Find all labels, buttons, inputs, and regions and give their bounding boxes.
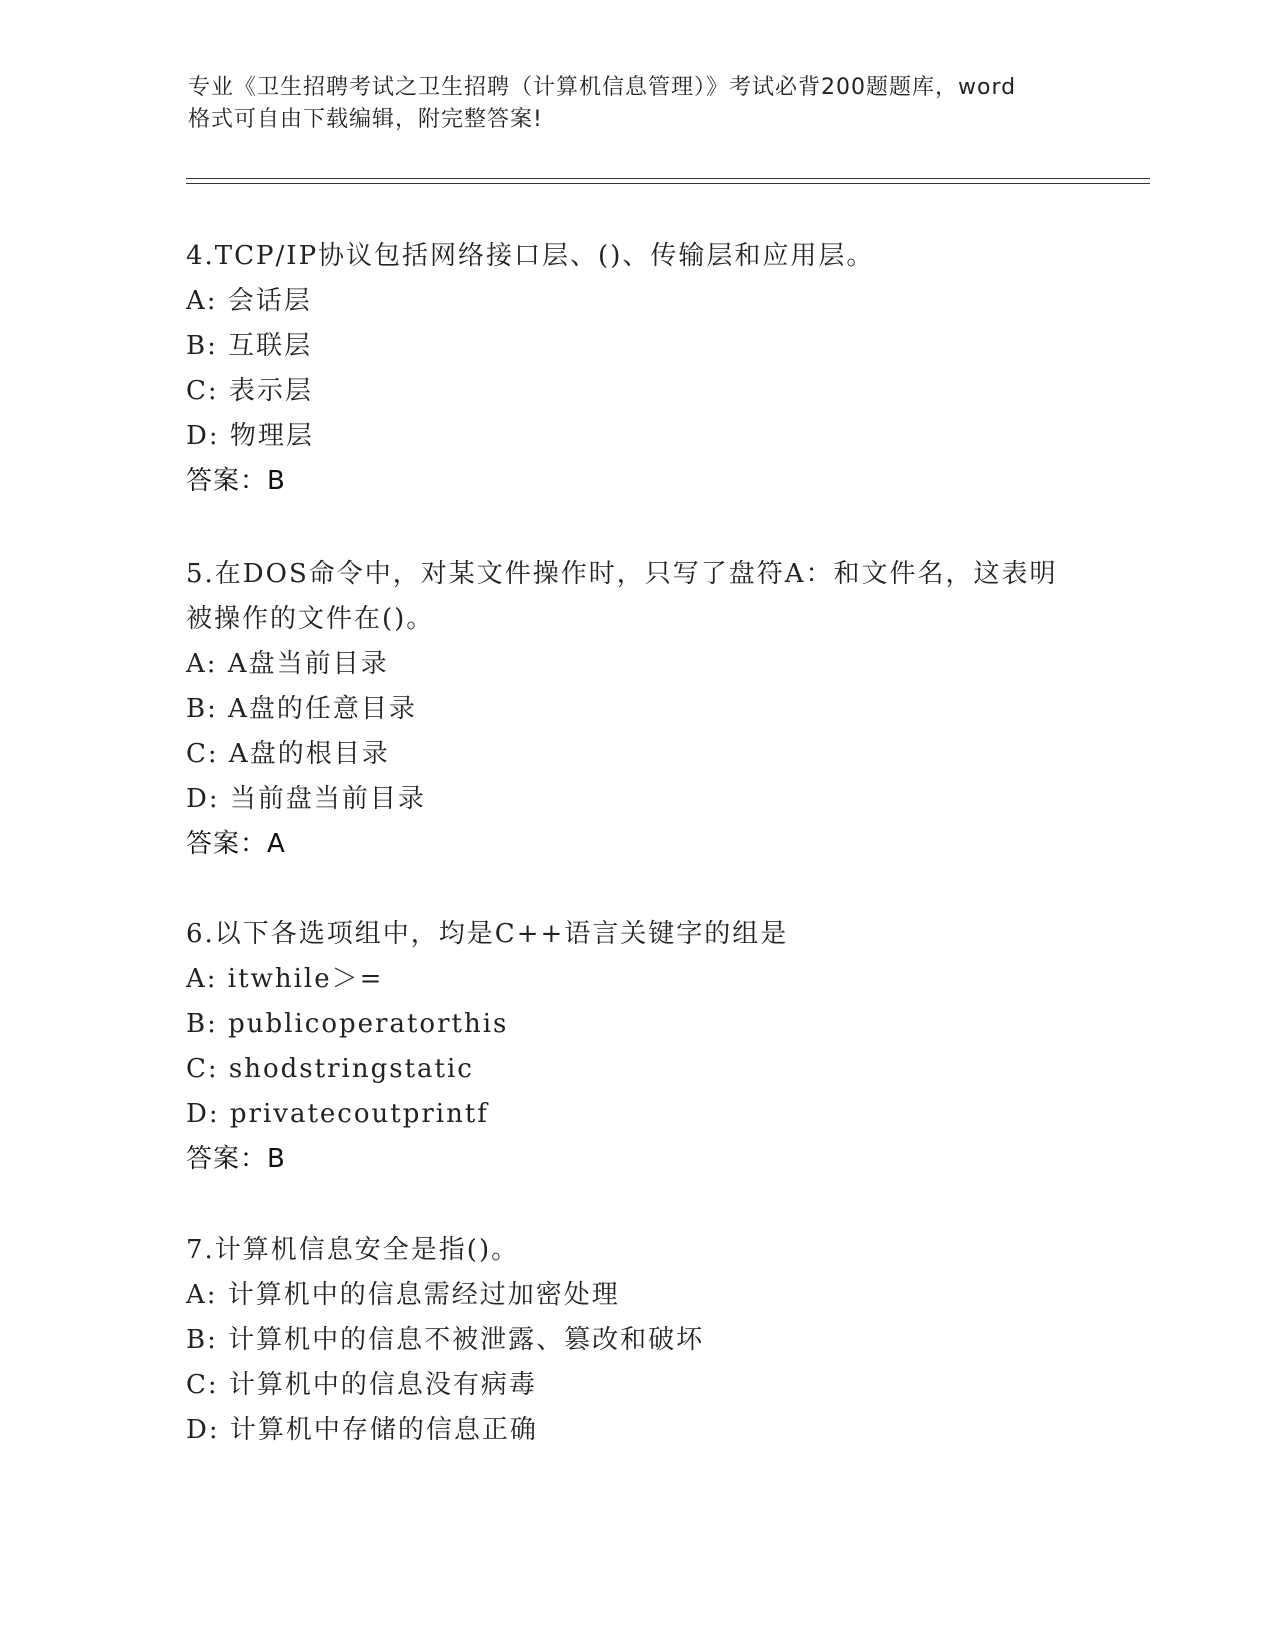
- question-stem-line-2: 被操作的文件在()。: [186, 604, 435, 634]
- option-c: C: shodstringstatic: [186, 1054, 474, 1084]
- answer-key: 答案：A: [186, 829, 286, 859]
- option-b: B: 互联层: [186, 331, 313, 361]
- header-title-line-1: 专业《卫生招聘考试之卫生招聘（计算机信息管理）》考试必背200题题库，word: [188, 75, 1017, 100]
- option-c: C: 表示层: [186, 376, 313, 406]
- document-header: [188, 72, 1108, 136]
- question-stem: 6.以下各选项组中，均是C++语言关键字的组是: [186, 919, 789, 949]
- question-stem-line-1: 5.在DOS命令中，对某文件操作时，只写了盘符A：和文件名，这表明: [186, 559, 1058, 589]
- option-c: C: A盘的根目录: [186, 739, 390, 769]
- option-d: D: 计算机中存储的信息正确: [186, 1415, 538, 1445]
- option-b: B: publicoperatorthis: [186, 1009, 509, 1039]
- option-b: B: 计算机中的信息不被泄露、篡改和破坏: [186, 1325, 705, 1355]
- question-7: [186, 1228, 1116, 1453]
- option-b: B: A盘的任意目录: [186, 694, 417, 724]
- header-divider-top: [186, 178, 1150, 179]
- option-d: D: 物理层: [186, 421, 314, 451]
- question-6: [186, 912, 1116, 1182]
- option-a: A: 会话层: [186, 286, 312, 316]
- header-divider-bottom: [186, 183, 1150, 184]
- question-stem: 4.TCP/IP协议包括网络接口层、()、传输层和应用层。: [186, 241, 875, 271]
- option-d: D: 当前盘当前目录: [186, 784, 426, 814]
- option-a: A: 计算机中的信息需经过加密处理: [186, 1280, 620, 1310]
- answer-key: 答案：B: [186, 466, 286, 496]
- option-a: A: A盘当前目录: [186, 649, 389, 679]
- question-4: [186, 234, 1116, 504]
- option-a: A: itwhile＞=: [186, 964, 384, 994]
- option-d: D: privatecoutprintf: [186, 1099, 489, 1129]
- header-title-line-2: 格式可自由下载编辑，附完整答案!: [188, 107, 543, 132]
- answer-key: 答案：B: [186, 1144, 286, 1174]
- option-c: C: 计算机中的信息没有病毒: [186, 1370, 537, 1400]
- question-5: [186, 552, 1116, 867]
- question-stem: 7.计算机信息安全是指()。: [186, 1235, 520, 1265]
